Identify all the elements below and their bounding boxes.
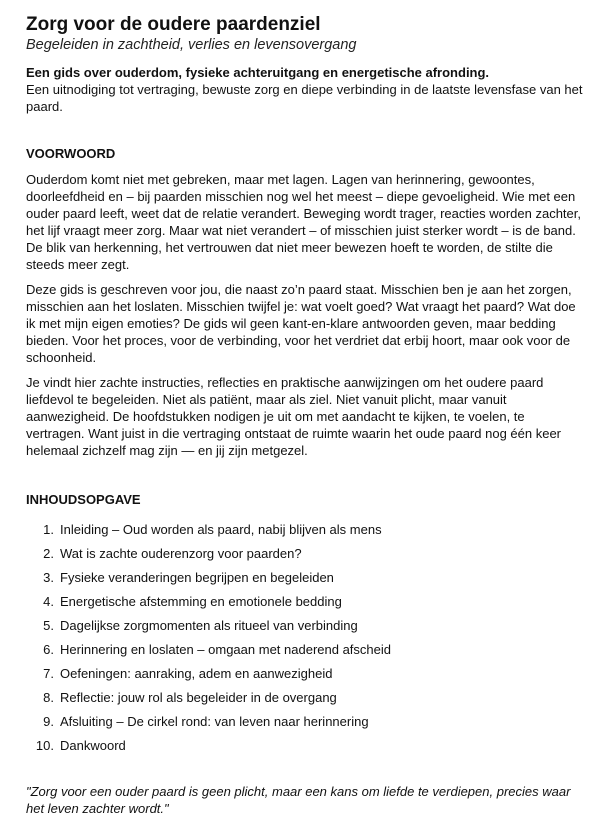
toc-number: 4. (43, 593, 54, 609)
toc-number: 6. (43, 641, 54, 657)
toc-number: 9. (43, 713, 54, 729)
toc-label: Afsluiting – De cirkel rond: van leven naar herinnering (60, 713, 369, 729)
toc-number: 1. (43, 521, 54, 537)
foreword-paragraph: Je vindt hier zachte instructies, reflecties en praktische aanwijzingen om het oudere paard liefdevol te begeleiden. Niet als patiënt, maar als ziel. Niet vanuit plicht, maar vanuit aanwezigheid. De hoofdstukken nodigen je uit om met aandacht te kijken, te voelen, te vertragen. Want juist in die vertraging ontstaat de ruimte waarin het oude paard nog één keer helemaal zichzelf mag zijn — en jij zijn metgezel. (26, 375, 561, 458)
toc-item (26, 613, 586, 637)
toc-label: Herinnering en loslaten – omgaan met naderend afscheid (60, 641, 391, 657)
toc-item (26, 733, 586, 757)
foreword-paragraph: Deze gids is geschreven voor jou, die naast zo’n paard staat. Misschien ben je aan het zorgen, misschien aan het loslaten. Misschien twijfel je: wat voelt goed? Wat vraagt het paard? Wat doe ik met mijn eigen emoties? De gids wil geen kant-en-klare antwoorden geven, maar bedding bieden. Voor het proces, voor de verbinding, voor het verdriet dat erbij hoort, maar ook voor de schoonheid. (26, 282, 576, 365)
toc-item (26, 517, 586, 541)
toc-number: 7. (43, 665, 54, 681)
document-subtitle: Begeleiden in zachtheid, verlies en levensovergang (26, 37, 357, 53)
toc-label: Dagelijkse zorgmomenten als ritueel van verbinding (60, 617, 358, 633)
toc-number: 8. (43, 689, 54, 705)
toc-list (26, 517, 586, 757)
toc-item (26, 541, 586, 565)
toc-number: 10. (35, 737, 54, 753)
toc-label: Fysieke veranderingen begrijpen en begeleiden (60, 569, 334, 585)
foreword-heading: VOORWOORD (26, 146, 116, 161)
intro-text: Een uitnodiging tot vertraging, bewuste zorg en diepe verbinding in de laatste levensfase van het paard. (26, 82, 583, 114)
toc-item (26, 637, 586, 661)
toc-item (26, 565, 586, 589)
toc-label: Energetische afstemming en emotionele bedding (60, 593, 342, 609)
document-title: Zorg voor de oudere paardenziel (26, 14, 321, 35)
closing-quote: "Zorg voor een ouder paard is geen plicht, maar een kans om liefde te verdiepen, precies waar het leven zachter wordt." (26, 784, 571, 816)
toc-number: 2. (43, 545, 54, 561)
toc-item (26, 661, 586, 685)
lead-text: Een gids over ouderdom, fysieke achteruitgang en energetische afronding. (26, 65, 490, 80)
toc-number: 3. (43, 569, 54, 585)
toc-heading: INHOUDSOPGAVE (26, 492, 141, 507)
toc-label: Oefeningen: aanraking, adem en aanwezigheid (60, 665, 333, 681)
toc-label: Reflectie: jouw rol als begeleider in de overgang (60, 689, 337, 705)
toc-label: Inleiding – Oud worden als paard, nabij blijven als mens (60, 521, 382, 537)
toc-label: Wat is zachte ouderenzorg voor paarden? (60, 545, 302, 561)
toc-label: Dankwoord (60, 737, 126, 753)
toc-item (26, 589, 586, 613)
toc-number: 5. (43, 617, 54, 633)
toc-item (26, 709, 586, 733)
foreword-paragraph: Ouderdom komt niet met gebreken, maar met lagen. Lagen van herinnering, gewoontes, doorleefdheid en – bij paarden misschien nog wel het meest – diepe gevoeligheid. Wie met een ouder paard leeft, weet dat de relatie verandert. Beweging wordt trager, reacties worden zachter, het lijf vraagt meer zorg. Maar wat niet verandert – of misschien juist sterker wordt – is de band. De blik van herkenning, het vertrouwen dat niet meer bewezen hoeft te worden, de stilte die steeds meer zegt. (26, 172, 581, 272)
toc-item (26, 685, 586, 709)
